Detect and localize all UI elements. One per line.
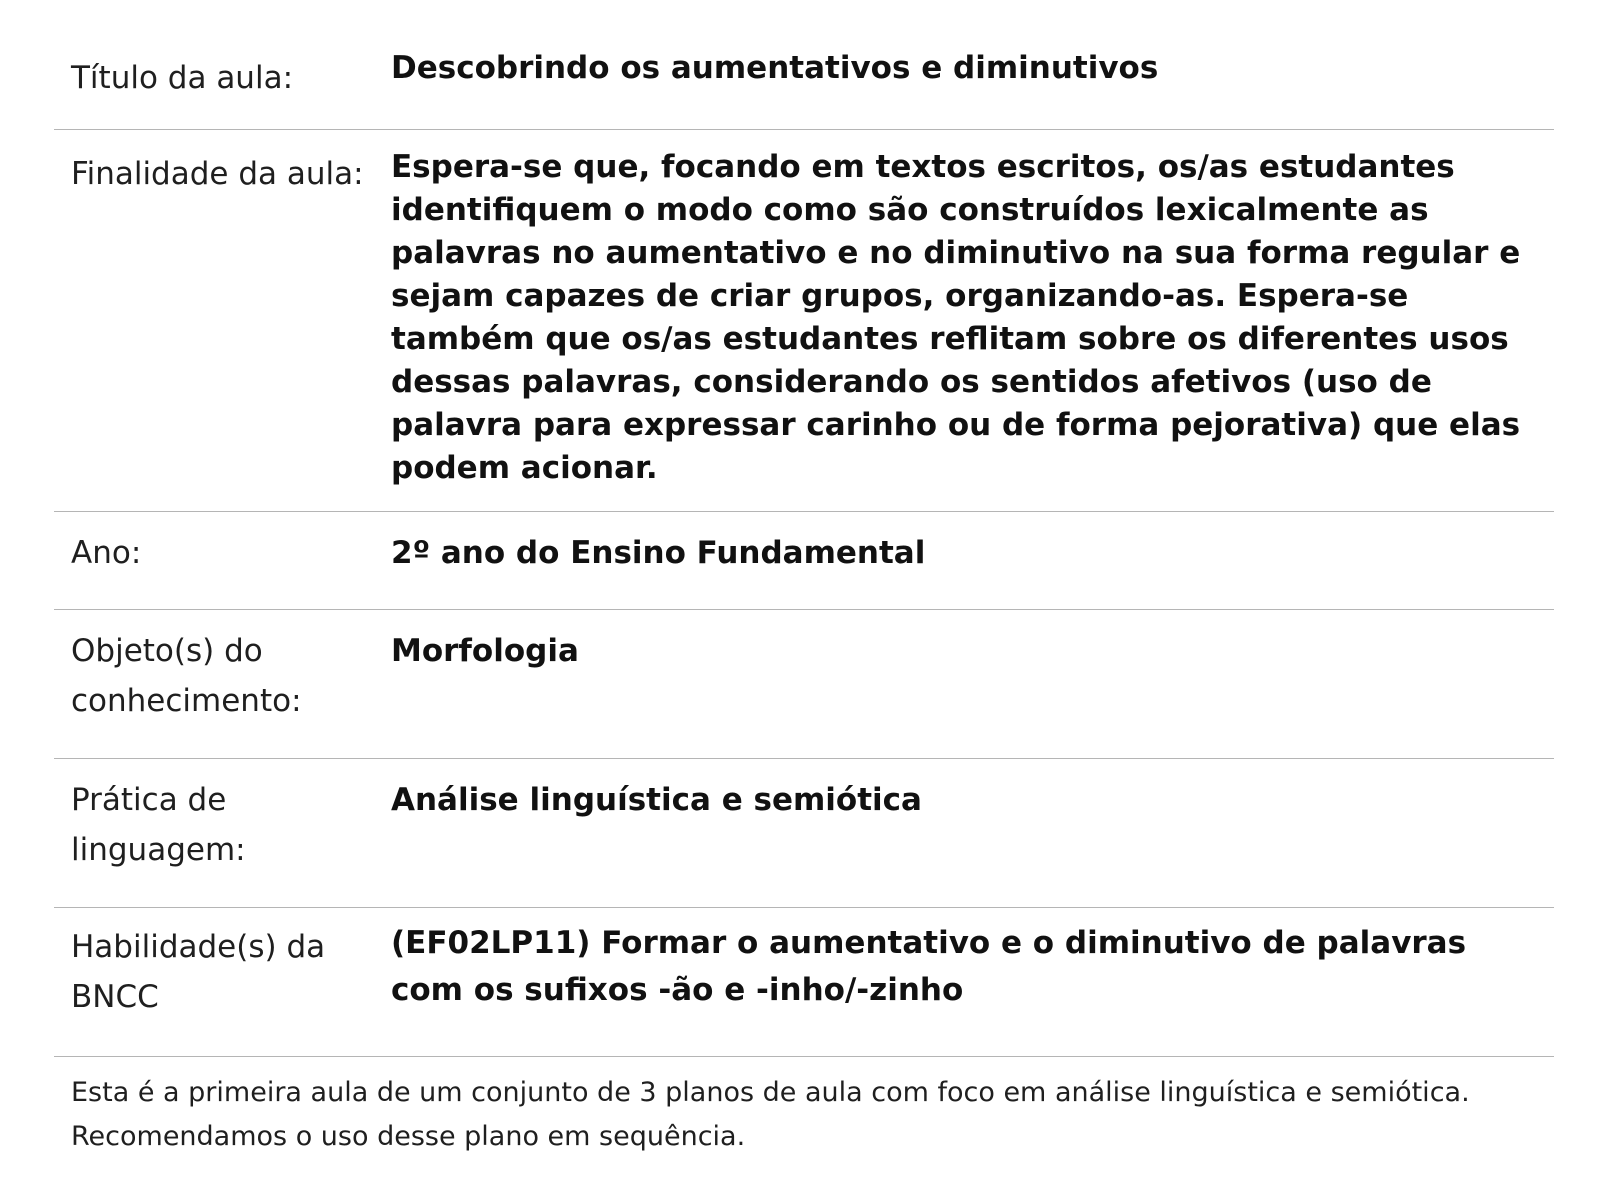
objeto-label: Objeto(s) do conhecimento: (71, 633, 302, 719)
pratica-value: Análise linguística e semiótica (391, 782, 922, 818)
row-titulo (54, 40, 1554, 130)
habilidade-label: Habilidade(s) da BNCC (71, 929, 326, 1015)
row-objeto (54, 610, 1554, 759)
titulo-label: Título da aula: (71, 60, 294, 96)
row-finalidade (54, 130, 1554, 512)
habilidade-value: (EF02LP11) Formar o aumentativo e o diminutivo de palavras com os sufixos -ão e -inho/-zinho (391, 925, 1467, 1008)
row-ano (54, 512, 1554, 610)
row-pratica (54, 759, 1554, 908)
footnote: Esta é a primeira aula de um conjunto de 3 planos de aula com foco em análise linguística e semiótica. Recomendamos o uso desse plano em sequência. (71, 1077, 1470, 1152)
titulo-value: Descobrindo os aumentativos e diminutivos (391, 50, 1159, 86)
finalidade-label: Finalidade da aula: (71, 156, 364, 192)
row-habilidade (54, 908, 1554, 1057)
ano-value: 2º ano do Ensino Fundamental (391, 535, 926, 571)
objeto-value: Morfologia (391, 633, 579, 669)
finalidade-value: Espera-se que, focando em textos escritos, os/as estudantes identifiquem o modo como são construídos lexicalmente as palavras no aumentativo e no diminutivo na sua forma regular e sejam capazes de criar grupos, organizando-as. Espera-se também que os/as estudantes reflitam sobre os diferentes usos dessas palavras, considerando os sentidos afetivos (uso de palavra para expressar carinho ou de forma pejorativa) que elas podem acionar. (391, 149, 1521, 486)
pratica-label: Prática de linguagem: (71, 782, 246, 868)
lesson-plan-table (54, 40, 1554, 1159)
ano-label: Ano: (71, 535, 142, 571)
